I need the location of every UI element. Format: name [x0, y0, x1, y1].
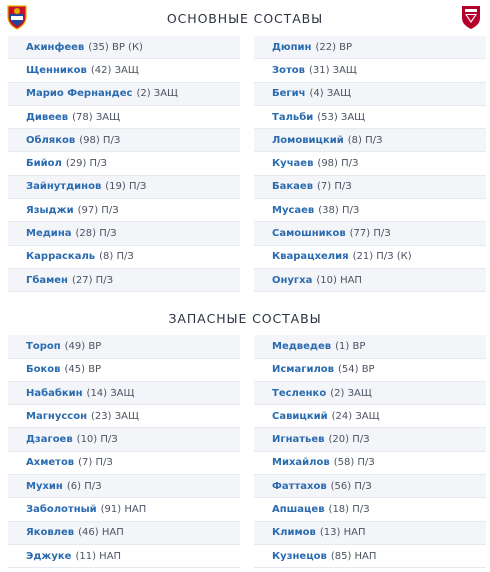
player-number-position: (11) НАП — [75, 550, 122, 562]
player-row — [8, 129, 240, 152]
away-starting-list — [254, 36, 486, 292]
player-name-link[interactable]: Магнуссон — [26, 410, 87, 422]
player-row — [8, 199, 240, 222]
home-substitutes-list — [8, 335, 240, 568]
player-row — [254, 59, 486, 82]
player-row — [254, 452, 486, 475]
player-row — [254, 428, 486, 451]
player-number-position: (23) ЗАЩ — [91, 410, 139, 422]
player-name-link[interactable]: Кучаев — [272, 158, 314, 170]
player-number-position: (54) ВР — [337, 364, 375, 376]
player-row — [8, 522, 240, 545]
player-row — [8, 428, 240, 451]
substitutes-section — [0, 302, 490, 568]
player-name-link[interactable]: Гбамен — [26, 274, 68, 286]
player-row — [254, 106, 486, 129]
substitutes-header — [0, 302, 490, 335]
player-row — [8, 152, 240, 175]
home-starting-list — [8, 36, 240, 292]
player-number-position: (24) ЗАЩ — [331, 410, 380, 422]
player-number-position: (98) П/З — [317, 158, 359, 170]
player-number-position: (78) ЗАЩ — [72, 111, 121, 123]
player-row — [254, 176, 486, 199]
player-row — [8, 335, 240, 358]
player-number-position: (18) П/З — [328, 503, 370, 515]
player-name-link[interactable]: Яковлев — [26, 527, 75, 539]
player-name-link[interactable]: Бегич — [272, 88, 306, 100]
player-number-position: (10) П/З — [76, 434, 118, 446]
player-name-link[interactable]: Ахметов — [26, 457, 75, 469]
player-row — [254, 335, 486, 358]
player-number-position: (29) П/З — [65, 158, 107, 170]
player-row — [254, 129, 486, 152]
player-name-link[interactable]: Боков — [26, 364, 61, 376]
player-row — [254, 269, 486, 292]
player-row — [254, 222, 486, 245]
player-number-position: (98) П/З — [79, 134, 121, 146]
player-row — [8, 246, 240, 269]
player-number-position: (19) П/З — [105, 181, 147, 193]
player-number-position: (28) П/З — [75, 228, 117, 240]
player-name-link[interactable]: Мухин — [26, 480, 63, 492]
player-number-position: (7) П/З — [78, 457, 113, 469]
player-number-position: (31) ЗАЩ — [308, 64, 357, 76]
player-row — [254, 199, 486, 222]
player-row — [8, 475, 240, 498]
player-name-link[interactable]: Заболотный — [26, 503, 97, 515]
player-name-link[interactable]: Кузнецов — [272, 550, 327, 562]
player-name-link[interactable]: Мусаев — [272, 204, 315, 216]
player-row — [254, 246, 486, 269]
player-number-position: (85) НАП — [330, 550, 377, 562]
player-row — [8, 405, 240, 428]
player-name-link[interactable]: Савицкий — [272, 410, 328, 422]
player-name-link[interactable]: Тесленко — [272, 387, 327, 399]
player-name-link[interactable]: Дивеев — [26, 111, 69, 123]
starting-lineups-columns — [0, 36, 490, 292]
player-row — [8, 36, 240, 59]
player-name-link[interactable]: Фаттахов — [272, 480, 327, 492]
player-name-link[interactable]: Карраскаль — [26, 251, 96, 263]
player-name-link[interactable]: Медведев — [272, 340, 332, 352]
starting-lineups-header — [0, 0, 490, 36]
player-number-position: (10) НАП — [316, 274, 362, 286]
player-number-position: (1) ВР — [335, 340, 366, 352]
player-number-position: (27) П/З — [71, 274, 113, 286]
substitutes-columns — [0, 335, 490, 568]
player-number-position: (91) НАП — [100, 503, 147, 515]
player-number-position: (77) П/З — [349, 228, 391, 240]
player-row — [8, 176, 240, 199]
player-row — [8, 106, 240, 129]
rubin-logo-icon[interactable] — [460, 4, 482, 30]
player-name-link[interactable]: Обляков — [26, 134, 76, 146]
player-number-position: (35) ВР (К) — [88, 41, 143, 53]
player-number-position: (2) ЗАЩ — [136, 88, 178, 100]
player-row — [8, 222, 240, 245]
player-name-link[interactable]: Акинфеев — [26, 41, 85, 53]
player-name-link[interactable]: Апшацев — [272, 503, 325, 515]
player-name-link[interactable]: Дзагоев — [26, 434, 73, 446]
player-number-position: (14) ЗАЩ — [86, 387, 135, 399]
player-row — [254, 382, 486, 405]
player-row — [8, 382, 240, 405]
player-number-position: (21) П/З (К) — [352, 251, 412, 263]
player-name-link[interactable]: Игнатьев — [272, 434, 325, 446]
player-name-link[interactable]: Языджи — [26, 204, 74, 216]
player-name-link[interactable]: Ломовицкий — [272, 134, 344, 146]
player-name-link[interactable]: Зайнутдинов — [26, 181, 102, 193]
away-substitutes-list — [254, 335, 486, 568]
player-number-position: (38) П/З — [318, 204, 360, 216]
player-row — [8, 359, 240, 382]
player-row — [8, 59, 240, 82]
player-name-link[interactable]: Набабкин — [26, 387, 83, 399]
player-number-position: (45) ВР — [64, 364, 102, 376]
player-name-link[interactable]: Тальби — [272, 111, 314, 123]
player-row — [254, 545, 486, 568]
player-name-link[interactable]: Зотов — [272, 64, 305, 76]
player-row — [8, 498, 240, 521]
player-number-position: (6) П/З — [66, 480, 102, 492]
player-number-position: (46) НАП — [78, 527, 124, 539]
player-number-position: (97) П/З — [77, 204, 119, 216]
player-row — [254, 498, 486, 521]
player-name-link[interactable]: Михайлов — [272, 457, 330, 469]
player-number-position: (49) ВР — [64, 340, 102, 352]
player-number-position: (56) П/З — [330, 480, 372, 492]
player-number-position: (8) П/З — [347, 134, 383, 146]
player-number-position: (4) ЗАЩ — [309, 88, 352, 100]
player-row — [254, 83, 486, 106]
player-row — [254, 405, 486, 428]
player-name-link[interactable]: Самошников — [272, 228, 346, 240]
player-name-link[interactable]: Исмагилов — [272, 364, 334, 376]
player-number-position: (2) ЗАЩ — [330, 387, 372, 399]
player-row — [8, 545, 240, 568]
player-row — [8, 83, 240, 106]
player-name-link[interactable]: Щенников — [26, 64, 87, 76]
cska-logo-icon[interactable] — [6, 4, 28, 30]
player-name-link[interactable]: Эджуке — [26, 550, 72, 562]
player-row — [254, 36, 486, 59]
player-name-link[interactable]: Климов — [272, 527, 316, 539]
player-number-position: (22) ВР — [315, 41, 353, 53]
player-number-position: (7) П/З — [317, 181, 352, 193]
player-row — [8, 269, 240, 292]
player-number-position: (42) ЗАЩ — [90, 64, 139, 76]
player-row — [8, 452, 240, 475]
player-number-position: (20) П/З — [328, 434, 370, 446]
player-name-link[interactable]: Марио Фернандес — [26, 88, 133, 100]
player-number-position: (53) ЗАЩ — [317, 111, 366, 123]
player-row — [254, 522, 486, 545]
player-name-link[interactable]: Медина — [26, 228, 72, 240]
player-name-link[interactable]: Кварацхелия — [272, 251, 349, 263]
player-name-link[interactable]: Бийол — [26, 158, 62, 170]
player-name-link[interactable]: Бакаев — [272, 181, 314, 193]
player-name-link[interactable]: Онугха — [272, 274, 313, 286]
player-row — [254, 475, 486, 498]
starting-lineups-title: ОСНОВНЫЕ СОСТАВЫ — [166, 10, 324, 26]
player-number-position: (13) НАП — [319, 527, 366, 539]
player-row — [254, 152, 486, 175]
player-number-position: (58) П/З — [333, 457, 375, 469]
player-name-link[interactable]: Тороп — [26, 340, 61, 352]
substitutes-title: ЗАПАСНЫЕ СОСТАВЫ — [168, 311, 322, 327]
player-number-position: (8) П/З — [99, 251, 134, 263]
player-name-link[interactable]: Дюпин — [272, 41, 312, 53]
player-row — [254, 359, 486, 382]
